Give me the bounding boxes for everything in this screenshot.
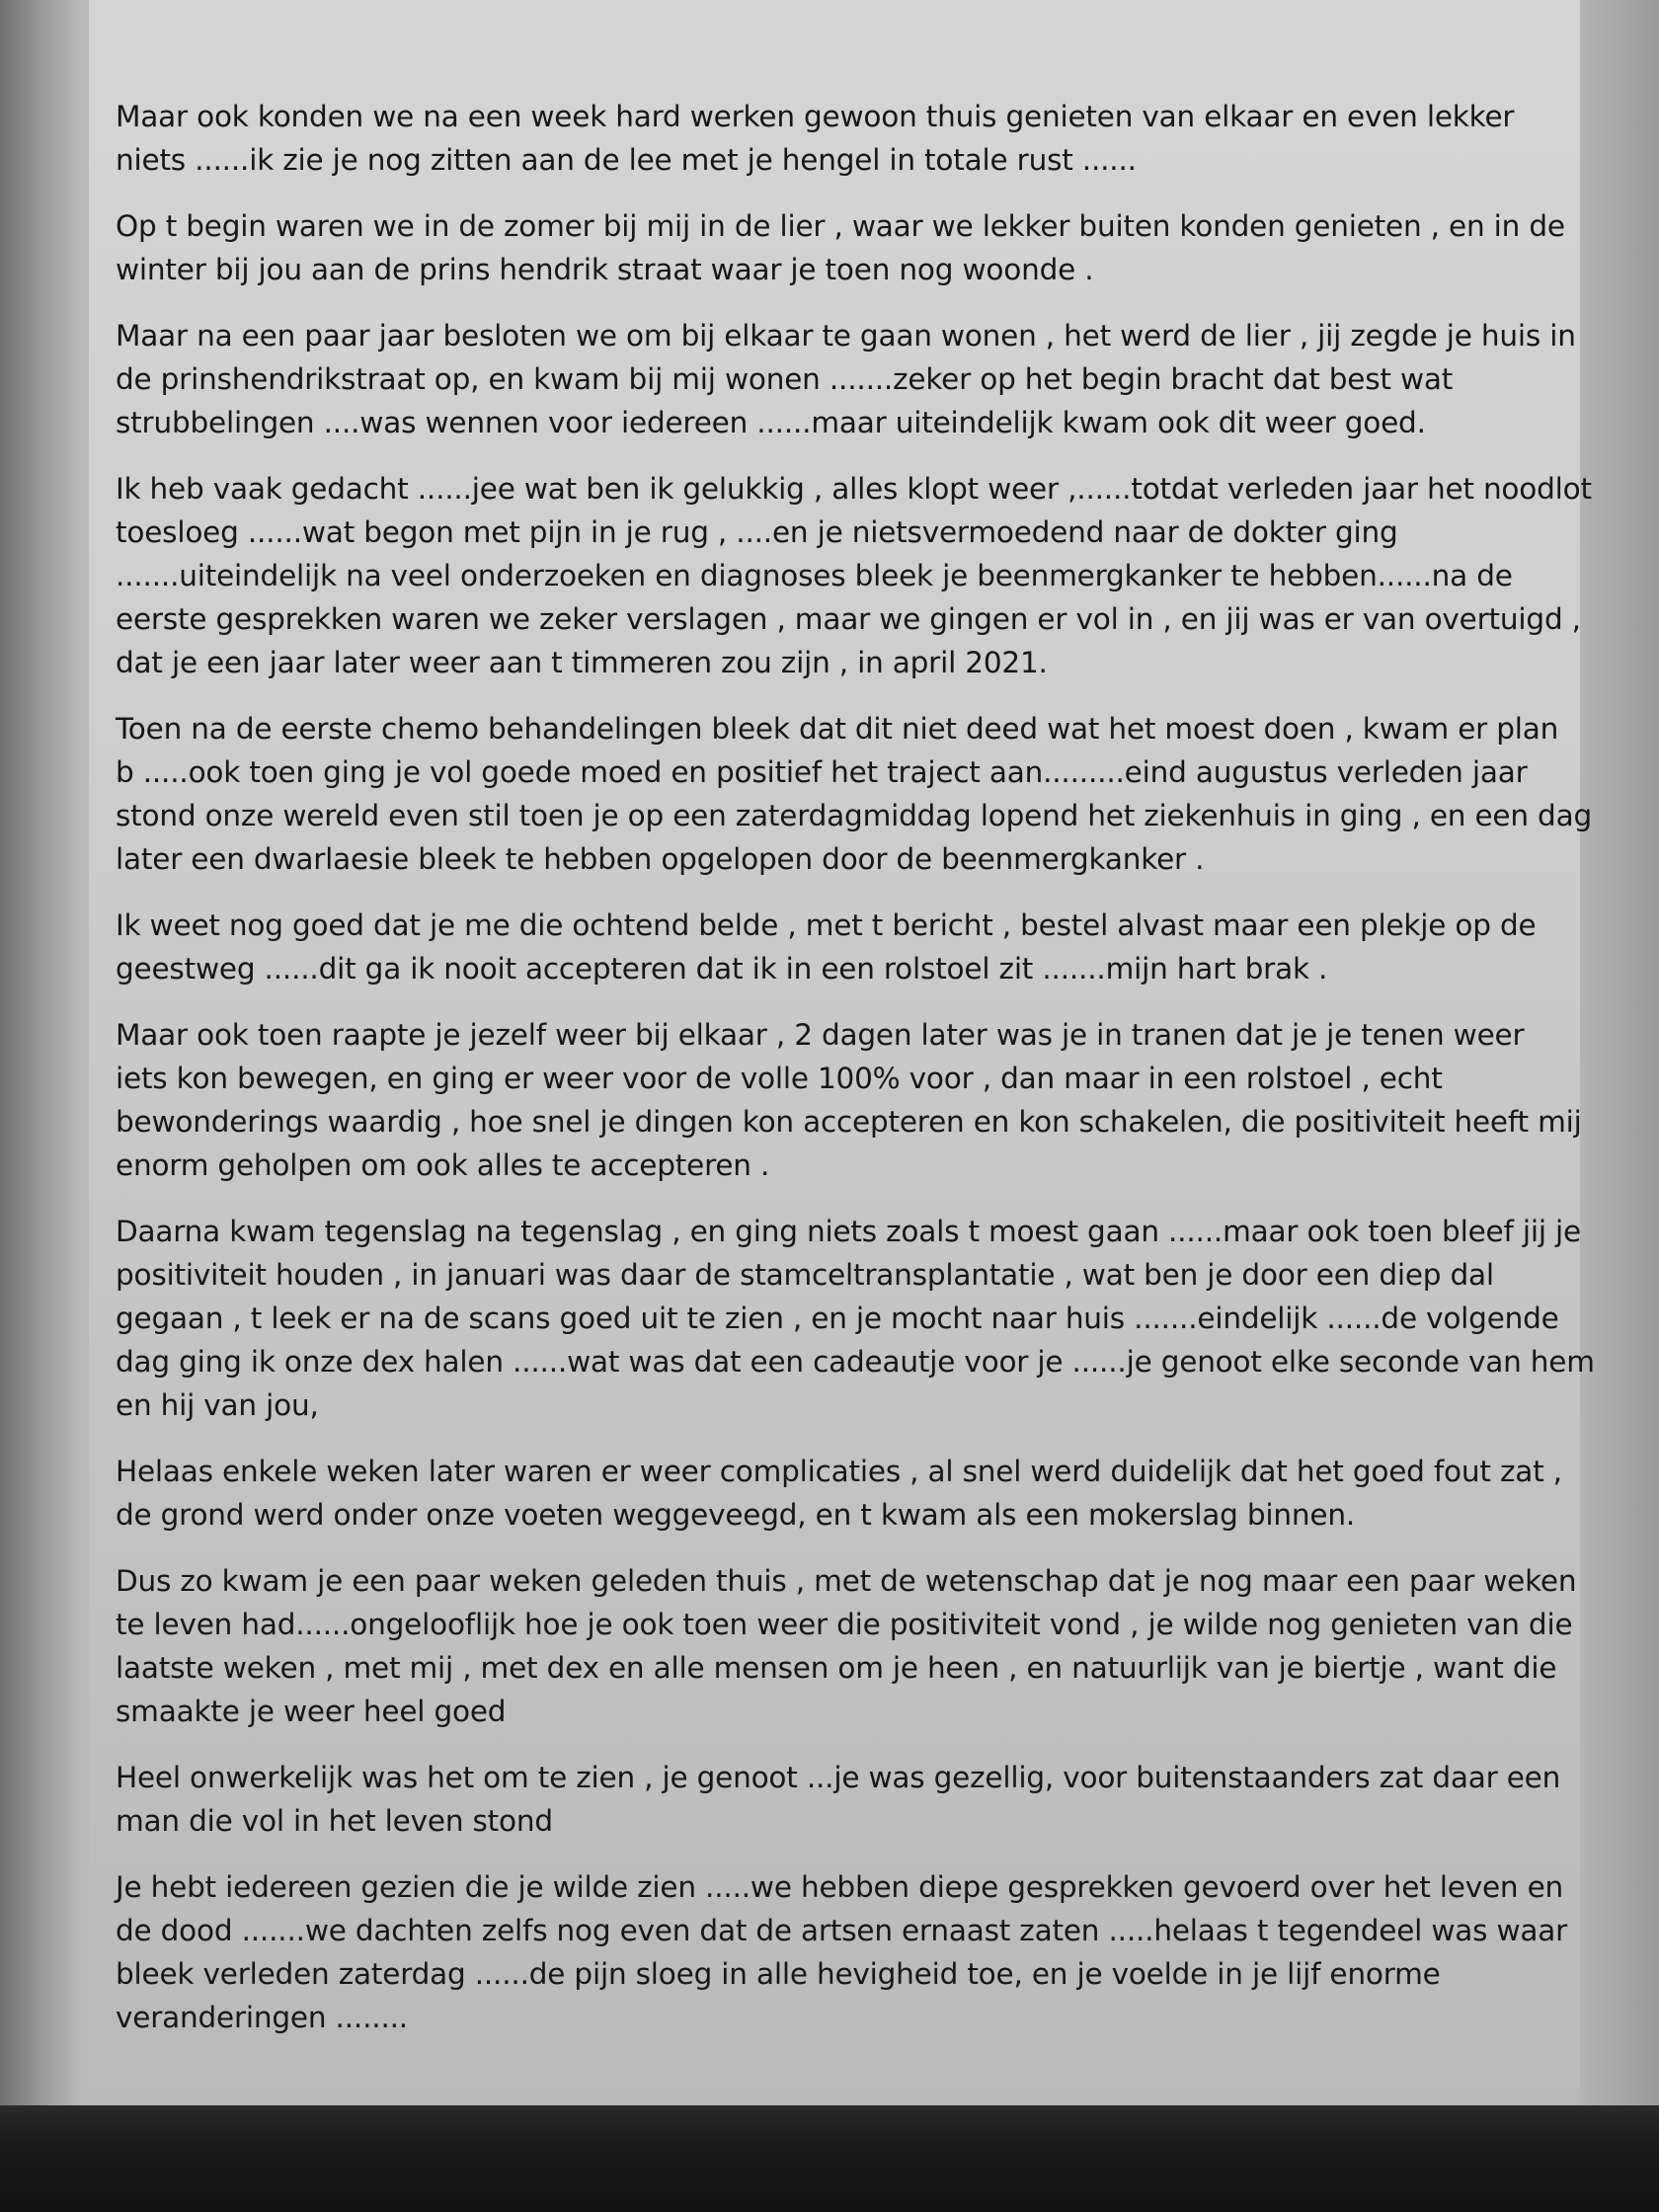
text-line: smaakte je weer heel goed (116, 1695, 507, 1728)
paragraph (116, 204, 1565, 291)
text-line: bewonderings waardig , hoe snel je dingen kon accepteren en kon schakelen, die positiviteit heeft mij (116, 1105, 1582, 1139)
text-line: Ik heb vaak gedacht ......jee wat ben ik gelukkig , alles klopt weer ,......totdat verleden jaar het noodlot (116, 472, 1592, 506)
text-line: niets ......ik zie je nog zitten aan de lee met je hengel in totale rust ...... (116, 143, 1137, 177)
text-line: .......uiteindelijk na veel onderzoeken en diagnoses bleek je beenmergkanker te hebben......na de (116, 559, 1513, 592)
monitor-bezel (0, 2105, 1659, 2212)
text-line: b .....ook toen ging je vol goede moed en positief het traject aan.........eind augustus verleden jaar (116, 755, 1528, 789)
text-line: de grond werd onder onze voeten weggeveegd, en t kwam als een mokerslag binnen. (116, 1498, 1356, 1532)
text-line: laatste weken , met mij , met dex en alle mensen om je heen , en natuurlijk van je biertje , want die (116, 1651, 1557, 1685)
paragraph (116, 95, 1557, 182)
text-line: te leven had......ongelooflijk hoe je ook toen weer die positiviteit vond , je wilde nog genieten van die (116, 1608, 1573, 1641)
text-line: geestweg ......dit ga ik nooit accepteren dat ik in een rolstoel zit .......mijn hart brak . (116, 952, 1328, 986)
text-line: en hij van jou, (116, 1388, 319, 1422)
text-line: later een dwarlaesie bleek te hebben opgelopen door de beenmergkanker . (116, 842, 1205, 876)
text-line: Ik weet nog goed dat je me die ochtend belde , met t bericht , bestel alvast maar een plekje op de (116, 908, 1537, 942)
text-line: bleek verleden zaterdag ......de pijn sloeg in alle hevigheid toe, en je voelde in je lijf enorme (116, 1957, 1441, 1991)
text-line: Je hebt iedereen gezien die je wilde zien .....we hebben diepe gesprekken gevoerd over het leven en (116, 1870, 1564, 1904)
text-line: dag ging ik onze dex halen ......wat was dat een cadeautje voor je ......je genoot elke seconde van hem (116, 1345, 1595, 1379)
text-line: strubbelingen ....was wennen voor iedereen ......maar uiteindelijk kwam ook dit weer goed. (116, 406, 1426, 439)
text-line: Maar ook konden we na een week hard werken gewoon thuis genieten van elkaar en even lekker (116, 100, 1515, 133)
paragraph (116, 1450, 1562, 1537)
text-line: Op t begin waren we in de zomer bij mij in de lier , waar we lekker buiten konden genieten , en in de (116, 209, 1565, 243)
text-line: Dus zo kwam je een paar weken geleden thuis , met de wetenschap dat je nog maar een paar weken (116, 1564, 1577, 1598)
text-line: Toen na de eerste chemo behandelingen bleek dat dit niet deed wat het moest doen , kwam er plan (116, 712, 1559, 746)
paragraph (116, 707, 1592, 881)
paragraph (116, 1865, 1568, 2039)
text-line: gegaan , t leek er na de scans goed uit te zien , en je mocht naar huis .......eindelijk ......de volgende (116, 1302, 1559, 1335)
paragraph (116, 314, 1576, 444)
text-line: veranderingen ........ (116, 2001, 408, 2034)
document-body (116, 95, 1595, 2062)
text-line: Heel onwerkelijk was het om te zien , je genoot ...je was gezellig, voor buitenstaanders zat daar een (116, 1761, 1561, 1794)
text-line: eerste gesprekken waren we zeker verslagen , maar we gingen er vol in , en jij was er van overtuigd , (116, 602, 1581, 636)
text-line: Maar ook toen raapte je jezelf weer bij elkaar , 2 dagen later was je in tranen dat je je tenen weer (116, 1018, 1525, 1052)
text-line: toesloeg ......wat begon met pijn in je rug , ....en je nietsvermoedend naar de dokter ging (116, 515, 1398, 549)
text-line: de prinshendrikstraat op, en kwam bij mij wonen .......zeker op het begin bracht dat best wat (116, 362, 1454, 396)
paragraph (116, 904, 1557, 990)
text-line: Helaas enkele weken later waren er weer complicaties , al snel werd duidelijk dat het goed fout zat , (116, 1455, 1562, 1488)
text-line: stond onze wereld even stil toen je op een zaterdagmiddag lopend het ziekenhuis in ging , en een dag (116, 799, 1592, 832)
paragraph (116, 1756, 1561, 1843)
text-line: Maar na een paar jaar besloten we om bij elkaar te gaan wonen , het werd de lier , jij zegde je huis in (116, 319, 1576, 353)
paragraph (116, 1559, 1577, 1733)
text-line: enorm geholpen om ook alles te accepteren . (116, 1148, 770, 1182)
text-line: man die vol in het leven stond (116, 1804, 553, 1838)
text-line: Daarna kwam tegenslag na tegenslag , en ging niets zoals t moest gaan ......maar ook toen bleef jij je (116, 1215, 1581, 1248)
paragraph (116, 1013, 1582, 1187)
text-line: iets kon bewegen, en ging er weer voor de volle 100% voor , dan maar in een rolstoel , echt (116, 1062, 1443, 1095)
text-line: dat je een jaar later weer aan t timmeren zou zijn , in april 2021. (116, 646, 1048, 679)
text-line: de dood .......we dachten zelfs nog even dat de artsen ernaast zaten .....helaas t tegendeel was waar (116, 1914, 1568, 1947)
text-line: positiviteit houden , in januari was daar de stamceltransplantatie , wat ben je door een diep dal (116, 1258, 1494, 1292)
text-line: winter bij jou aan de prins hendrik straat waar je toen nog woonde . (116, 253, 1094, 286)
paragraph (116, 1210, 1595, 1427)
paragraph (116, 467, 1592, 684)
